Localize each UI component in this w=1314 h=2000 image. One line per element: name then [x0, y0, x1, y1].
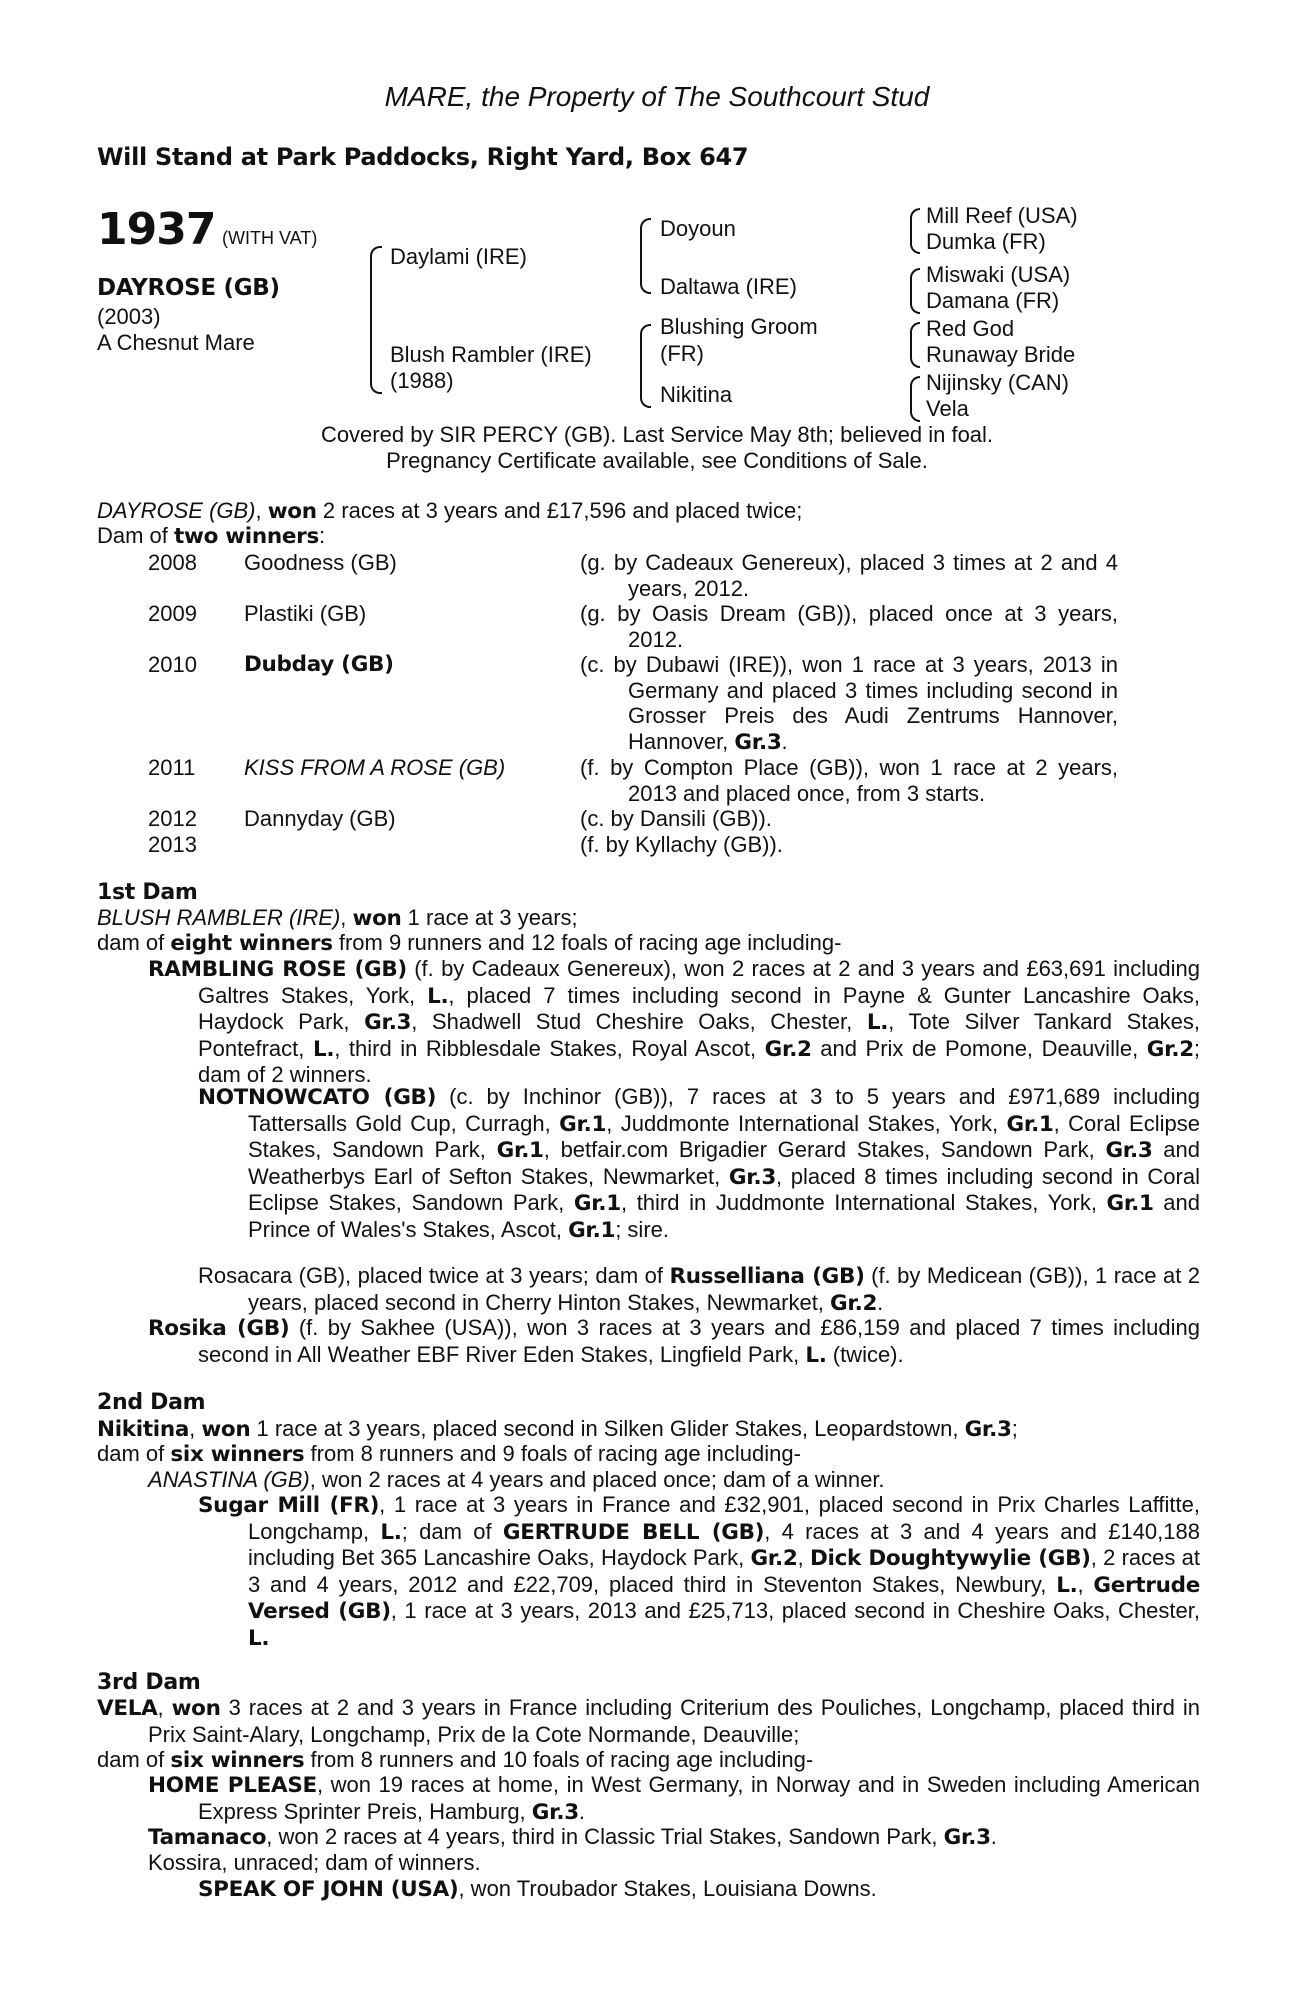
offspring-name — [244, 832, 580, 858]
table-row — [148, 652, 1118, 755]
offspring-name: KISS FROM A ROSE (GB) — [244, 755, 506, 780]
entry-text: (f. by Medicean (GB)), 1 race at 2 years, placed second in Cherry Hinton Stakes, Newmarket, — [248, 1263, 1201, 1315]
entry-text: , placed 7 times including second in Payne & Gunter Lancashire Oaks, Haydock Park, — [198, 982, 1201, 1035]
grade-label: L. — [427, 983, 449, 1009]
offspring-desc-text: (c. by Dubawi (IRE)), won 1 race at 3 years, 2013 in Germany and placed 3 times including second in Grosser Preis des Audi Zentrums Hannover, Hannover, — [580, 652, 1118, 754]
grade-label: L. — [1056, 1572, 1078, 1598]
entry-text: ; dam of 2 winners. — [198, 1035, 1200, 1088]
grade-label: Gr.3 — [728, 1164, 776, 1190]
pedigree-ddd: Vela — [926, 396, 969, 421]
entry-text: (f. by Cadeaux Genereux), won 2 races at 2 and 3 years and £63,691 including Galtres Stakes, York, — [198, 956, 1200, 1008]
dam-record-text: 2 races at 3 years and £17,596 and placed twice; — [316, 498, 803, 523]
entry-text: (twice). — [826, 1341, 904, 1367]
entry-text: ; sire. — [615, 1216, 669, 1242]
pedigree-sire: Daylami (IRE) — [390, 244, 527, 269]
winners-count: two winners — [174, 524, 319, 549]
dam-of-label: dam of — [97, 930, 171, 955]
offspring-desc-cell — [580, 806, 1118, 832]
pedigree-dsd: Runaway Bride — [926, 342, 1076, 367]
grade-label: Gr.3 — [1105, 1138, 1153, 1164]
entry-text: , won 19 races at home, in West Germany, in Norway and in Sweden including American Express Sprinter Preis, Hamburg, — [198, 1772, 1200, 1824]
horse-year: (2003) — [97, 304, 161, 329]
won-label: won — [267, 499, 317, 524]
pedigree-sd: Daltawa (IRE) — [660, 274, 797, 299]
produce-text: from 8 runners and 9 foals of racing age including- — [304, 1441, 801, 1466]
horse-name: DAYROSE (GB) — [97, 275, 280, 301]
entry-text: and Prince of Wales's Stakes, Ascot, — [248, 1190, 1200, 1242]
dam-of-label: dam of — [97, 1441, 171, 1466]
entry-rosika — [148, 1315, 1200, 1368]
second-dam-produce — [97, 1441, 801, 1468]
pedigree-dds: Nijinsky (CAN) — [926, 370, 1069, 395]
entry-text: , betfair.com Brigadier Gerard Stakes, Sandown Park, — [543, 1137, 1106, 1163]
entry-name: HOME PLEASE — [148, 1773, 317, 1798]
grade-label: Gr.1 — [496, 1138, 544, 1164]
dam-of-line — [97, 523, 325, 550]
entry-name: RAMBLING ROSE (GB) — [148, 957, 407, 982]
entry-text: (c. by Inchinor (GB)), 7 races at 3 to 5 years and £971,689 including Tattersalls Gold Cup, Curragh, — [248, 1084, 1200, 1136]
entry-text: , — [797, 1545, 810, 1571]
second-dam-name: Nikitina — [97, 1417, 190, 1442]
pedigree-sss: Mill Reef (USA) — [926, 203, 1078, 228]
won-label: won — [352, 906, 402, 931]
offspring-year: 2013 — [148, 831, 197, 857]
covered-line: Covered by SIR PERCY (GB). Last Service May 8th; believed in foal. — [320, 422, 994, 447]
first-dam-name: BLUSH RAMBLER (IRE) — [97, 905, 341, 930]
entry-end: . — [578, 1798, 586, 1824]
first-dam-record: BLUSH RAMBLER (IRE), won 1 race at 3 years; — [97, 905, 578, 931]
offspring-desc — [580, 652, 1118, 755]
entry-name: GERTRUDE BELL (GB) — [502, 1519, 765, 1545]
winners-count: eight winners — [170, 931, 333, 956]
brace-dd — [910, 376, 920, 422]
entry-text: , 2 races at 3 and 4 years, 2012 and £22,709, placed third in Steventon Stakes, Newbury, — [248, 1545, 1200, 1597]
pedigree-ssd: Dumka (FR) — [926, 229, 1046, 254]
grade-label: Gr.2 — [1146, 1036, 1194, 1062]
vat-note: (WITH VAT) — [222, 228, 318, 248]
offspring-desc: (c. by Dansili (GB)). — [580, 806, 772, 831]
brace-dam — [640, 324, 651, 408]
third-dam-name: VELA — [97, 1696, 158, 1721]
entry-text: Rosacara (GB), placed twice at 3 years; dam of — [198, 1263, 670, 1288]
entry-rosacara — [198, 1263, 1200, 1316]
first-dam-produce — [97, 930, 841, 957]
offspring-desc-cell — [580, 755, 1118, 806]
entry-name: NOTNOWCATO (GB) — [198, 1085, 437, 1110]
grade-label: Gr.2 — [764, 1036, 812, 1062]
grade-label: Gr.3 — [734, 729, 782, 755]
entry-end: . — [990, 1824, 997, 1849]
third-dam-produce — [97, 1747, 813, 1774]
entry-text: , third in Juddmonte International Stakes, York, — [620, 1190, 1107, 1216]
grade-label: Gr.1 — [568, 1217, 616, 1243]
offspring-desc: (g. by Cadeaux Genereux), placed 3 times at 2 and 4 years, 2012. — [580, 550, 1118, 601]
offspring-name: Dubday (GB) — [244, 652, 394, 677]
brace-sd — [910, 268, 920, 314]
offspring-desc-end: . — [781, 728, 788, 754]
table-row — [148, 550, 1118, 601]
table-row — [148, 755, 1118, 806]
entry-name: Sugar Mill (FR) — [198, 1493, 380, 1518]
second-dam-text: 1 race at 3 years, placed second in Silken Glider Stakes, Leopardstown, — [250, 1416, 965, 1441]
entry-text: . — [877, 1289, 884, 1315]
pedigree-dam-year: (1988) — [390, 368, 454, 393]
offspring-year: 2011 — [148, 755, 196, 780]
table-row — [148, 832, 1118, 858]
entry-sugar-mill — [198, 1492, 1200, 1652]
second-dam-record: Nikitina, won 1 race at 3 years, placed second in Silken Glider Stakes, Leopardstown, Gr.3; — [97, 1416, 1018, 1442]
grade-label: Gr.2 — [750, 1546, 798, 1572]
offspring-name: Dannyday (GB) — [244, 806, 396, 831]
pedigree-sdd: Damana (FR) — [926, 288, 1060, 313]
offspring-year: 2008 — [148, 550, 197, 575]
grade-label: Gr.1 — [1006, 1111, 1054, 1137]
offspring-desc-cell — [580, 550, 1118, 601]
entry-notnowcato — [198, 1084, 1200, 1244]
entry-text: , — [1077, 1571, 1094, 1597]
table-row — [148, 806, 1118, 832]
first-dam-text: 1 race at 3 years; — [401, 905, 578, 930]
entry-text: , 1 race at 3 years in France and £32,901, placed second in Prix Charles Laffitte, Longchamp, — [248, 1492, 1200, 1544]
won-label: won — [171, 1696, 221, 1721]
entry-name: Tamanaco — [148, 1825, 267, 1850]
grade-label: Gr.1 — [573, 1191, 621, 1217]
grade-label: L. — [866, 1010, 889, 1036]
pedigree-dss: Red God — [926, 316, 1015, 341]
stand-location: Will Stand at Park Paddocks, Right Yard, Box 647 — [97, 143, 749, 171]
entry-name: SPEAK OF JOHN (USA) — [198, 1877, 459, 1902]
brace-ds — [910, 322, 920, 368]
produce-text: from 9 runners and 12 foals of racing age including- — [332, 930, 842, 955]
entry-text: ; dam of — [401, 1518, 503, 1544]
grade-label: L. — [380, 1519, 402, 1545]
entry-name: Dick Doughtywylie (GB) — [809, 1546, 1091, 1572]
grade-label: Gr.1 — [559, 1111, 607, 1137]
pedigree-ds: Blushing Groom — [660, 314, 818, 339]
entry-text: , 4 races at 3 and 4 years and £140,188 including Bet 365 Lancashire Oaks, Haydock Park, — [248, 1518, 1200, 1571]
won-label: won — [201, 1417, 251, 1442]
entry-anastina — [148, 1467, 885, 1493]
entry-name: Russelliana (GB) — [669, 1264, 865, 1289]
offspring-year: 2012 — [148, 806, 197, 831]
offspring-desc-cell — [580, 652, 1118, 755]
pedigree-ds-line2: (FR) — [660, 341, 704, 366]
horse-description: A Chesnut Mare — [97, 330, 255, 355]
first-dam-heading: 1st Dam — [97, 880, 198, 905]
offspring-name: Goodness (GB) — [244, 550, 397, 575]
offspring-desc-cell — [580, 832, 1118, 858]
grade-label: Gr.2 — [830, 1290, 878, 1316]
entry-text: and Weatherbys Earl of Sefton Stakes, Newmarket, — [248, 1137, 1200, 1189]
brace-sire — [640, 218, 651, 294]
entry-rambling-rose — [148, 956, 1200, 1088]
second-dam-end: ; — [1011, 1416, 1018, 1441]
offspring-year: 2009 — [148, 601, 197, 626]
entry-home-please — [148, 1772, 1200, 1825]
entry-text: , Shadwell Stud Cheshire Oaks, Chester, — [411, 1009, 867, 1035]
grade-label: L. — [805, 1342, 827, 1368]
pedigree-sds: Miswaki (USA) — [926, 262, 1071, 287]
entry-name: Rosika (GB) — [148, 1316, 290, 1341]
grade-label: Gr.3 — [964, 1417, 1012, 1442]
grade-label: Gr.3 — [531, 1799, 579, 1825]
pedigree-ss: Doyoun — [660, 216, 736, 241]
entry-text: , won 2 races at 4 years, third in Classic Trial Stakes, Sandown Park, — [266, 1824, 944, 1849]
offspring-desc: (f. by Compton Place (GB)), won 1 race at 2 years, 2013 and placed once, from 3 starts. — [580, 755, 1118, 806]
dam-of-label: Dam of — [97, 523, 175, 548]
entry-text: , won Troubador Stakes, Louisiana Downs. — [458, 1876, 877, 1901]
second-dam-heading: 2nd Dam — [97, 1390, 206, 1415]
brace-ss — [910, 208, 920, 254]
third-dam-record: VELA, won 3 races at 2 and 3 years in France including Criterium des Pouliches, Longchamp, placed third in Prix Saint-Alary, Longchamp, Prix de la Cote Normande, Deauville; — [97, 1695, 1200, 1747]
dam-record-name: DAYROSE (GB) — [97, 498, 256, 523]
entry-text: , 1 race at 3 years, 2013 and £25,713, placed second in Cheshire Oaks, Chester, — [390, 1598, 1200, 1624]
offspring-name: Plastiki (GB) — [244, 601, 367, 626]
offspring-table — [148, 550, 1118, 857]
brace-main — [370, 246, 382, 394]
entry-name: Gertrude Versed (GB) — [248, 1572, 1201, 1625]
offspring-desc-cell — [580, 601, 1118, 652]
third-dam-heading: 3rd Dam — [97, 1670, 201, 1695]
produce-text: from 8 runners and 10 foals of racing age including- — [304, 1747, 814, 1772]
entry-kossira: Kossira, unraced; dam of winners. — [148, 1850, 481, 1875]
sep: , — [255, 498, 268, 523]
pedigree-dam: Blush Rambler (IRE) — [390, 342, 592, 367]
entry-text: , third in Ribblesdale Stakes, Royal Ascot, — [334, 1035, 765, 1061]
entry-text: , won 2 races at 4 years and placed once; dam of a winner. — [309, 1467, 885, 1492]
grade-label: L. — [248, 1625, 270, 1651]
third-dam-text: 3 races at 2 and 3 years in France including Criterium des Pouliches, Longchamp, placed third in Prix Saint-Alary, Longchamp, Prix de la Cote Normande, Deauville; — [148, 1695, 1200, 1747]
entry-text: , placed 8 times including second in Coral Eclipse Stakes, Sandown Park, — [248, 1163, 1200, 1216]
entry-text: and Prix de Pomone, Deauville, — [811, 1035, 1147, 1061]
entry-text: , Tote Silver Tankard Stakes, Pontefract, — [198, 1009, 1200, 1061]
lot-number: 1937 — [97, 204, 216, 255]
entry-name: ANASTINA (GB) — [148, 1467, 310, 1492]
grade-label: Gr.3 — [364, 1010, 412, 1036]
offspring-desc: (f. by Kyllachy (GB)). — [580, 831, 783, 857]
entry-speak-of-john — [198, 1876, 877, 1903]
offspring-desc: (g. by Oasis Dream (GB)), placed once at 3 years, 2012. — [580, 601, 1118, 652]
dam-record — [97, 498, 802, 525]
colon: : — [318, 523, 326, 548]
winners-count: six winners — [170, 1748, 305, 1773]
grade-label: L. — [312, 1036, 335, 1062]
pedigree-dd: Nikitina — [660, 382, 733, 407]
entry-text: (f. by Sakhee (USA)), won 3 races at 3 years and £86,159 and placed 7 times including second in All Weather EBF River Eden Stakes, Lingfield Park, — [198, 1315, 1200, 1367]
table-row — [148, 601, 1118, 652]
entry-text: , Coral Eclipse Stakes, Sandown Park, — [248, 1110, 1200, 1163]
winners-count: six winners — [170, 1442, 305, 1467]
dam-of-label: dam of — [97, 1747, 171, 1772]
entry-text: , Juddmonte International Stakes, York, — [606, 1110, 1007, 1136]
entry-tamanaco — [148, 1824, 997, 1851]
pregnancy-line: Pregnancy Certificate available, see Conditions of Sale. — [386, 448, 928, 473]
grade-label: Gr.3 — [943, 1825, 991, 1850]
offspring-year: 2010 — [148, 652, 197, 677]
grade-label: Gr.1 — [1106, 1191, 1154, 1217]
page-title: MARE, the Property of The Southcourt Stud — [384, 81, 930, 112]
